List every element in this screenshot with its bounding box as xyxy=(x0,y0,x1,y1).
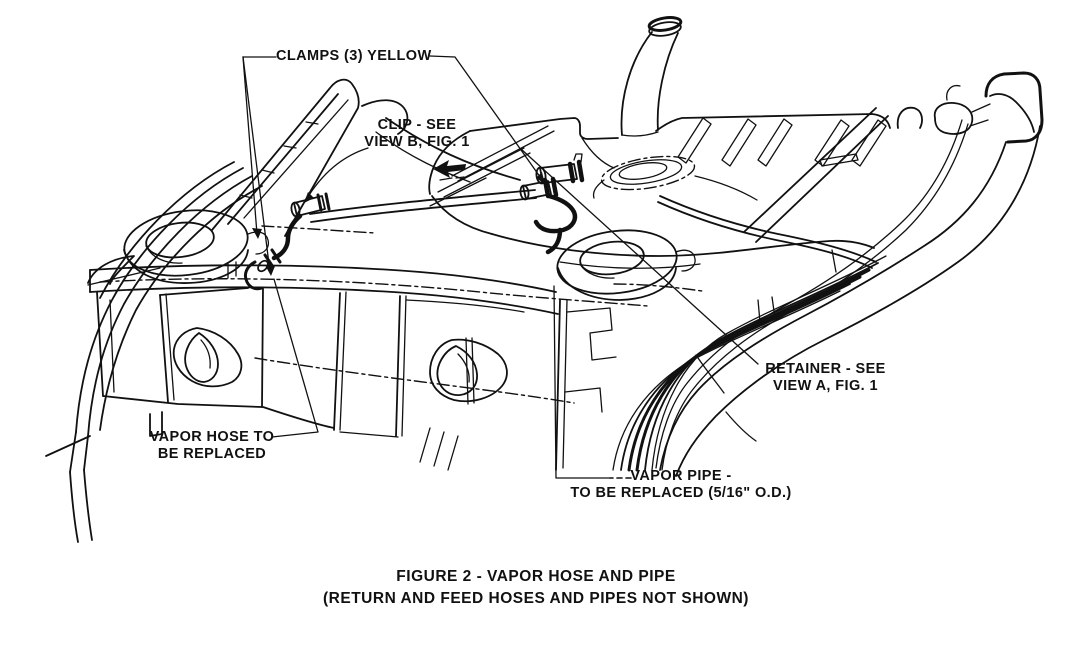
label-vapor-hose-line1: VAPOR HOSE TO xyxy=(149,429,275,445)
label-vapor-hose xyxy=(138,429,286,464)
figure-caption-line2: (RETURN AND FEED HOSES AND PIPES NOT SHOWN) xyxy=(323,590,749,608)
valve-cluster xyxy=(520,154,582,252)
figure-caption-line1: FIGURE 2 - VAPOR HOSE AND PIPE xyxy=(396,568,676,585)
clip-leader xyxy=(304,148,368,203)
label-clip xyxy=(342,117,492,152)
access-hole-right xyxy=(430,338,507,404)
ring-mount-right xyxy=(554,224,695,300)
label-retainer xyxy=(748,361,903,396)
understructure xyxy=(556,300,616,470)
label-vapor-pipe xyxy=(565,468,797,503)
left-clamp-cluster xyxy=(228,194,329,289)
figure-caption xyxy=(0,566,1072,611)
label-vapor-hose-line2: BE REPLACED xyxy=(157,446,267,463)
crossmember xyxy=(90,265,648,314)
label-clip-line1: CLIP - SEE xyxy=(377,117,457,133)
label-clip-line2: VIEW B, FIG. 1 xyxy=(364,134,470,151)
vapor-hose xyxy=(310,190,536,222)
sender-rings xyxy=(593,151,696,198)
flow-arrow xyxy=(433,160,466,180)
retainer-leader xyxy=(521,149,758,364)
vapor-hose-leader xyxy=(272,279,318,437)
label-retainer-line2: VIEW A, FIG. 1 xyxy=(773,378,878,395)
rail-bracket xyxy=(935,73,1042,142)
vapor-pipe-bundle xyxy=(613,196,886,470)
tank-ribs xyxy=(678,118,886,166)
label-clamps-text: CLAMPS (3) YELLOW xyxy=(276,48,432,64)
filler-pipe xyxy=(622,16,682,136)
frame-rail xyxy=(660,126,1040,476)
label-vapor-pipe-line2: TO BE REPLACED (5/16" O.D.) xyxy=(570,485,792,502)
access-hole-left xyxy=(174,328,242,386)
frame-horn xyxy=(212,80,520,236)
label-clamps xyxy=(276,48,432,65)
label-retainer-line1: RETAINER - SEE xyxy=(765,361,886,377)
label-vapor-pipe-line1: VAPOR PIPE - xyxy=(630,468,732,484)
